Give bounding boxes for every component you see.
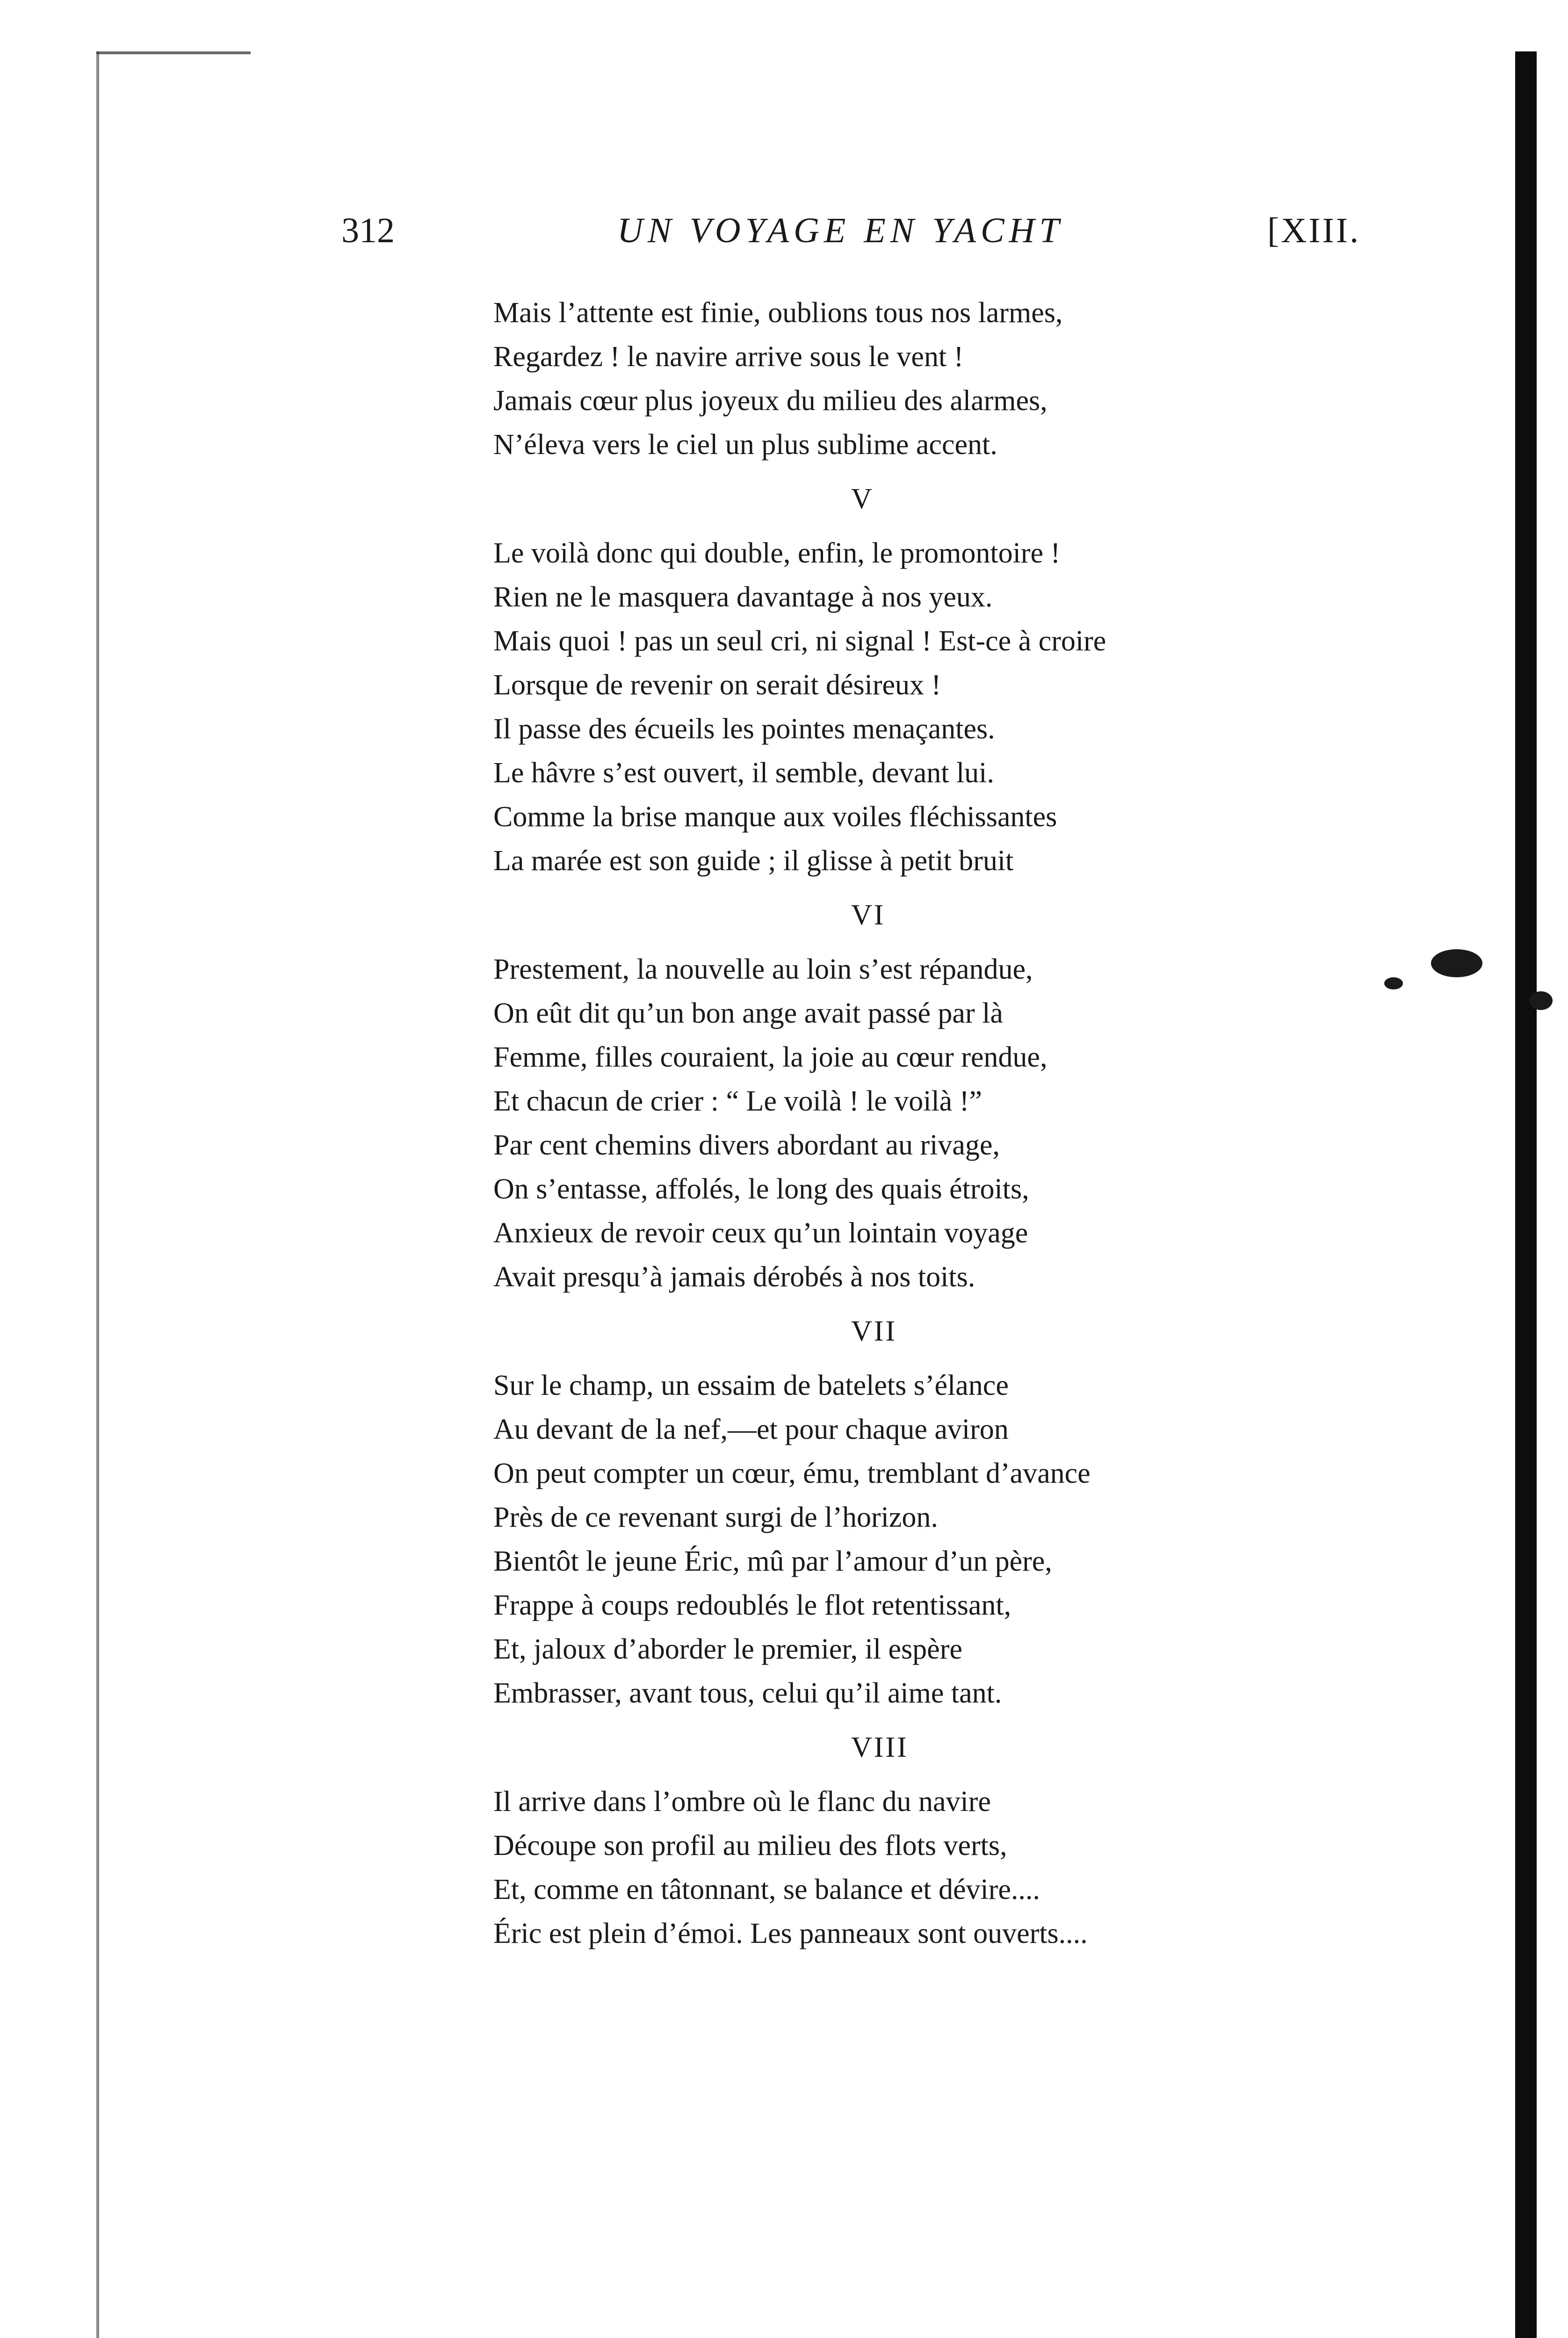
poem-line: Prestement, la nouvelle au loin s’est répandue, [493, 953, 1033, 985]
poem-line: Avait presqu’à jamais dérobés à nos toits. [493, 1261, 975, 1293]
poem-line: Frappe à coups redoublés le flot retentissant, [493, 1589, 1012, 1621]
poem-line: On eût dit qu’un bon ange avait passé par là [493, 997, 1003, 1029]
stanza [493, 1309, 1382, 1715]
poem-line: Le voilà donc qui double, enfin, le promontoire ! [493, 537, 1061, 569]
stanza-number: VIII [851, 1732, 909, 1763]
page-number: 312 [341, 211, 395, 250]
poem-body [493, 291, 1382, 1956]
poem-line: Au devant de la nef,—et pour chaque aviron [493, 1414, 1009, 1445]
poem-line: Près de ce revenant surgi de l’horizon. [493, 1501, 938, 1533]
poem-line: Par cent chemins divers abordant au rivage, [493, 1129, 1000, 1161]
stanza [493, 477, 1382, 883]
scan-border-left [96, 51, 99, 2338]
poem-line: On peut compter un cœur, ému, tremblant d’avance [493, 1458, 1091, 1489]
poem-line: Découpe son profil au milieu des flots verts, [493, 1830, 1007, 1862]
poem-line: La marée est son guide ; il glisse à petit bruit [493, 845, 1014, 877]
ink-blot [1384, 977, 1403, 989]
ink-blot [1529, 991, 1553, 1010]
poem-line: Et chacun de crier : “ Le voilà ! le voilà !” [493, 1085, 982, 1117]
poem-line: Regardez ! le navire arrive sous le vent ! [493, 341, 964, 373]
stanza [493, 893, 1382, 1299]
stanza [493, 291, 1382, 467]
scan-border-right [1515, 51, 1537, 2338]
stanza-number: VII [851, 1315, 897, 1347]
poem-line: Le hâvre s’est ouvert, il semble, devant lui. [493, 757, 994, 789]
poem-line: Et, comme en tâtonnant, se balance et dévire.... [493, 1874, 1040, 1905]
poem-line: Il arrive dans l’ombre où le flanc du navire [493, 1786, 991, 1818]
chapter-number: [XIII. [1267, 211, 1361, 250]
poem-line: Jamais cœur plus joyeux du milieu des alarmes, [493, 385, 1048, 417]
poem-line: Mais l’attente est finie, oublions tous nos larmes, [493, 297, 1063, 329]
poem-line: N’éleva vers le ciel un plus sublime accent. [493, 429, 997, 461]
scan-border-top [96, 51, 251, 54]
poem-line: On s’entasse, affolés, le long des quais étroits, [493, 1173, 1029, 1205]
running-title: UN VOYAGE EN YACHT [617, 211, 1064, 250]
poem-line: Et, jaloux d’aborder le premier, il espère [493, 1633, 962, 1665]
poem-line: Sur le champ, un essaim de batelets s’élance [493, 1370, 1009, 1401]
poem-line: Il passe des écueils les pointes menaçantes. [493, 713, 995, 745]
page-header [341, 206, 1394, 257]
stanza [493, 1725, 1382, 1956]
poem-line: Lorsque de revenir on serait désireux ! [493, 669, 941, 701]
poem-line: Bientôt le jeune Éric, mû par l’amour d’un père, [493, 1545, 1052, 1577]
poem-line: Mais quoi ! pas un seul cri, ni signal ! Est-ce à croire [493, 625, 1106, 657]
poem-line: Éric est plein d’émoi. Les panneaux sont ouverts.... [493, 1918, 1088, 1949]
ink-blot [1431, 949, 1482, 977]
stanza-number: VI [851, 899, 886, 931]
poem-line: Femme, filles couraient, la joie au cœur rendue, [493, 1041, 1048, 1073]
poem-line: Anxieux de revoir ceux qu’un lointain voyage [493, 1217, 1028, 1249]
stanza-number: V [851, 483, 874, 515]
poem-line: Rien ne le masquera davantage à nos yeux. [493, 581, 993, 613]
poem-line: Embrasser, avant tous, celui qu’il aime tant. [493, 1677, 1002, 1709]
poem-line: Comme la brise manque aux voiles fléchissantes [493, 801, 1057, 833]
